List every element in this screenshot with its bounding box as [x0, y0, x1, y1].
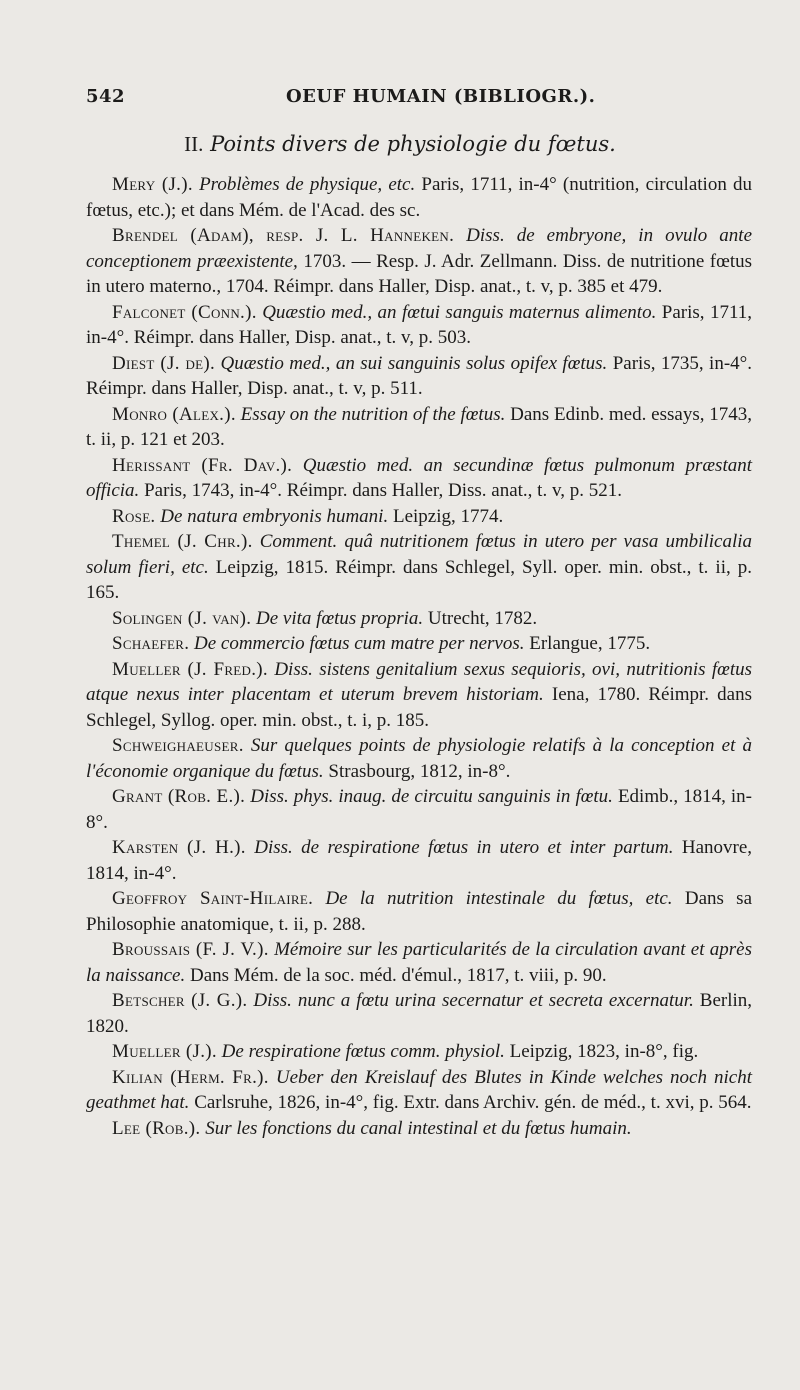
- entry-author: Solingen (J. van).: [112, 607, 252, 629]
- bibliography-entry: [86, 784, 752, 835]
- page-header: [86, 86, 756, 114]
- entry-author: Lee (Rob.).: [112, 1117, 201, 1139]
- section-title: Points divers de physiologie du fœtus.: [210, 132, 616, 156]
- entry-title: Diss. de embryone, in ovulo ante conceptionem præexistente,: [86, 225, 753, 272]
- entry-details: Berlin, 1820.: [86, 990, 753, 1037]
- entry-title: Essay on the nutrition of the fœtus.: [240, 403, 506, 425]
- bibliography-entry: [86, 453, 752, 504]
- entry-title: Mémoire sur les particularités de la circulation avant et après la naissance.: [86, 939, 753, 986]
- bibliography-entry: [86, 300, 752, 351]
- entry-details: Dans sa Philosophie anatomique, t. ii, p. 288.: [86, 888, 753, 935]
- entry-details: Erlangue, 1775.: [529, 633, 651, 654]
- entry-title: Diss. de respiratione fœtus in utero et inter partum.: [254, 837, 674, 858]
- entry-author: Betscher (J. G.).: [112, 990, 248, 1011]
- entry-title: Sur quelques points de physiologie relatifs à la conception et à l'économie organique du fœtus.: [86, 735, 752, 782]
- entry-author: Kilian (Herm. Fr.).: [112, 1066, 269, 1088]
- entry-title: Quæstio med., an sui sanguinis solus opifex fœtus.: [220, 352, 608, 374]
- section-heading: [0, 132, 800, 157]
- entry-details: Leipzig, 1815. Réimpr. dans Schlegel, Syll. oper. min. obst., t. ii, p. 165.: [86, 556, 752, 603]
- bibliography-entry: [86, 1065, 752, 1116]
- entry-title: Diss. nunc a fœtu urina secernatur et secreta excernatur.: [253, 990, 694, 1011]
- bibliography-list: [86, 172, 752, 1141]
- bibliography-entry: [86, 988, 752, 1039]
- entry-title: Comment. quâ nutritionem fœtus in utero per vasa umbilicalia solum fieri, etc.: [86, 531, 753, 578]
- entry-author: Rose.: [112, 505, 156, 527]
- bibliography-entry: [86, 504, 752, 530]
- entry-title: De vita fœtus propria.: [256, 607, 424, 629]
- running-head: OEUF HUMAIN (BIBLIOGR.).: [286, 86, 596, 107]
- entry-author: Monro (Alex.).: [112, 403, 236, 425]
- bibliography-entry: [86, 1116, 752, 1142]
- entry-details: Iena, 1780. Réimpr. dans Schlegel, Syllog. oper. min. obst., t. i, p. 185.: [86, 684, 753, 731]
- bibliography-entry: [86, 937, 752, 988]
- entry-details: Leipzig, 1774.: [392, 505, 504, 527]
- entry-title: Problèmes de physique, etc.: [199, 174, 416, 195]
- bibliography-entry: [86, 657, 752, 734]
- entry-title: De natura embryonis humani.: [160, 505, 389, 527]
- bibliography-entry: [86, 835, 752, 886]
- entry-details: Paris, 1743, in-4°. Réimpr. dans Haller, Diss. anat., t. v, p. 521.: [144, 480, 622, 501]
- bibliography-entry: [86, 1039, 752, 1065]
- entry-title: Diss. phys. inaug. de circuitu sanguinis in fœtu.: [250, 786, 613, 807]
- entry-details: Dans Mém. de la soc. méd. d'émul., 1817, t. viii, p. 90.: [189, 964, 607, 986]
- entry-author: Herissant (Fr. Dav.).: [112, 454, 293, 476]
- entry-details: Dans Edinb. med. essays, 1743, t. ii, p. 121 et 203.: [86, 403, 753, 450]
- entry-details: Paris, 1735, in-4°. Réimpr. dans Haller, Disp. anat., t. v, p. 511.: [86, 352, 753, 399]
- bibliography-entry: [86, 733, 752, 784]
- entry-title: Sur les fonctions du canal intestinal et du fœtus humain.: [205, 1117, 632, 1139]
- entry-details: Edimb., 1814, in-8°.: [86, 786, 753, 833]
- entry-author: Geoffroy Saint-Hilaire.: [112, 888, 314, 909]
- entry-author: Mery (J.).: [112, 174, 193, 195]
- entry-author: Themel (J. Chr.).: [112, 531, 253, 552]
- entry-title: De la nutrition intestinale du fœtus, etc.: [325, 888, 673, 909]
- entry-author: Karsten (J. H.).: [112, 837, 246, 858]
- entry-title: De commercio fœtus cum matre per nervos.: [194, 633, 525, 654]
- entry-details: Leipzig, 1823, in-8°, fig.: [509, 1041, 699, 1062]
- entry-author: Grant (Rob. E.).: [112, 786, 246, 807]
- entry-title: De respiratione fœtus comm. physiol.: [221, 1041, 505, 1062]
- entry-details: Paris, 1711, in-4° (nutrition, circulation du fœtus, etc.); et dans Mém. de l'Acad. des sc.: [86, 174, 752, 221]
- entry-details: Hanovre, 1814, in-4°.: [86, 837, 753, 884]
- entry-author: Falconet (Conn.).: [112, 301, 257, 323]
- entry-author: Diest (J. de).: [112, 352, 216, 374]
- entry-details: Paris, 1711, in-4°. Réimpr. dans Haller, Disp. anat., t. v, p. 503.: [86, 301, 752, 348]
- entry-author: Schaefer.: [112, 633, 190, 654]
- bibliography-entry: [86, 631, 752, 657]
- bibliography-entry: [86, 223, 752, 300]
- entry-author: Mueller (J.).: [112, 1041, 217, 1062]
- bibliography-entry: [86, 886, 752, 937]
- entry-author: Schweighaeuser.: [112, 735, 244, 756]
- entry-author: Mueller (J. Fred.).: [112, 658, 268, 680]
- entry-author: Brendel (Adam), resp. J. L. Hanneken.: [112, 225, 455, 246]
- entry-title: Quæstio med., an fœtui sanguis maternus alimento.: [262, 301, 657, 323]
- entry-title: Ueber den Kreislauf des Blutes in Kinde welches noch nicht geathmet hat.: [86, 1066, 752, 1113]
- bibliography-entry: [86, 529, 752, 606]
- entry-title: Diss. sistens genitalium sexus sequioris, ovi, nutritionis fœtus atque nexus inter placentam et uterum brevem historiam.: [86, 658, 753, 705]
- bibliography-entry: [86, 351, 752, 402]
- entry-title: Quæstio med. an secundinæ fœtus pulmonum præstant officia.: [86, 454, 752, 501]
- bibliography-entry: [86, 402, 752, 453]
- bibliography-entry: [86, 172, 752, 223]
- entry-details: 1703. — Resp. J. Adr. Zellmann. Diss. de nutritione fœtus in utero materno., 1704. Réimpr. dans Haller, Disp. anat., t. v, p. 385 et 479.: [86, 250, 752, 297]
- page-number: 542: [86, 86, 126, 107]
- entry-details: Carlsruhe, 1826, in-4°, fig. Extr. dans Archiv. gén. de méd., t. xvi, p. 564.: [194, 1092, 752, 1113]
- bibliography-entry: [86, 606, 752, 632]
- section-number: II.: [184, 132, 204, 156]
- entry-details: Strasbourg, 1812, in-8°.: [328, 760, 511, 782]
- entry-details: Utrecht, 1782.: [427, 607, 538, 629]
- entry-author: Broussais (F. J. V.).: [112, 939, 269, 960]
